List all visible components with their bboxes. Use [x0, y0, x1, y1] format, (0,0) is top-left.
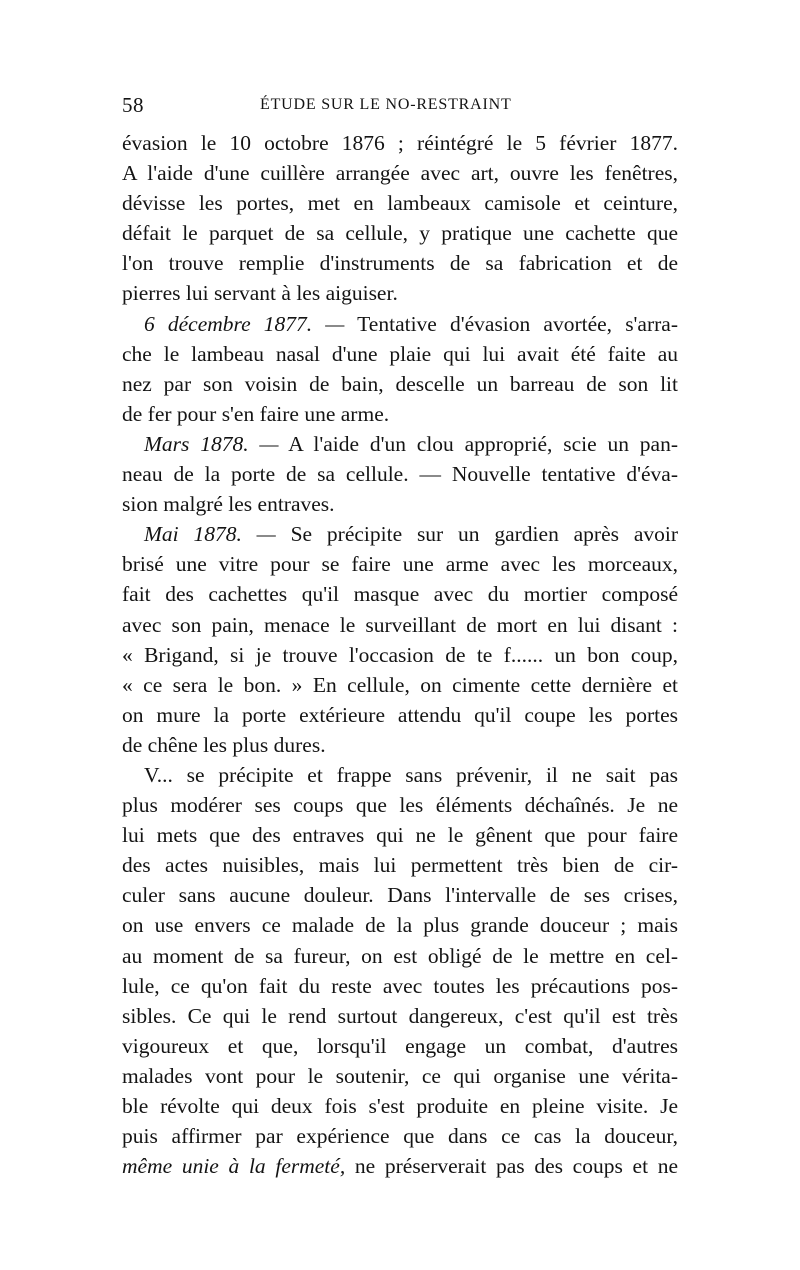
- paragraph-mars-1878: [122, 429, 678, 459]
- text-line: A l'aide d'une cuillère arrangée avec art, ouvre les fenêtres,: [122, 161, 678, 186]
- text-line: malades vont pour le soutenir, ce qui organise une vérita-: [122, 1063, 678, 1088]
- text-line: on mure la porte extérieure attendu qu'il coupe les portes: [122, 702, 678, 727]
- text-line: dévisse les portes, met en lambeaux camisole et ceinture,: [122, 191, 678, 216]
- text-fragment: Se précipite sur un gardien après avoir: [290, 522, 679, 547]
- text-line: neau de la porte de sa cellule. — Nouvelle tentative d'éva-: [122, 462, 678, 487]
- text-line: sibles. Ce qui le rend surtout dangereux, c'est qu'il est très: [122, 1003, 678, 1028]
- text-line: des actes nuisibles, mais lui permettent très bien de cir-: [122, 853, 678, 878]
- text-line: lui mets que des entraves qui ne le gênent que pour faire: [122, 823, 678, 848]
- body-text: [122, 128, 678, 1181]
- text-line: l'on trouve remplie d'instruments de sa fabrication et de: [122, 251, 678, 276]
- page-header: [122, 93, 678, 119]
- text-fragment: Tentative d'évasion avortée, s'arra-: [357, 311, 678, 336]
- date-mars-1878: Mars 1878. —: [144, 431, 279, 456]
- page-number: 58: [122, 93, 144, 117]
- text-line: on use envers ce malade de la plus grande douceur ; mais: [122, 913, 678, 938]
- text-line: fait des cachettes qu'il masque avec du mortier composé: [122, 582, 678, 607]
- text-line: che le lambeau nasal d'une plaie qui lui avait été faite au: [122, 341, 678, 366]
- text-line: de fer pour s'en faire une arme.: [122, 401, 390, 426]
- text-line: vigoureux et que, lorsqu'il engage un combat, d'autres: [122, 1033, 678, 1058]
- text-line: lule, ce qu'on fait du reste avec toutes les précautions pos-: [122, 973, 678, 998]
- text-line: pierres lui servant à les aiguiser.: [122, 281, 398, 306]
- text-line: au moment de sa fureur, on est obligé de le mettre en cel-: [122, 943, 678, 968]
- running-head: ÉTUDE SUR LE NO-RESTRAINT: [260, 96, 512, 113]
- date-mai-1878: Mai 1878. —: [144, 522, 276, 547]
- text-line: nez par son voisin de bain, descelle un barreau de son lit: [122, 371, 678, 396]
- text-line: avec son pain, menace le surveillant de mort en lui disant :: [122, 612, 678, 637]
- paragraph-dec-1877: [122, 309, 678, 339]
- text-fragment: ne préserverait pas des coups et ne: [354, 1154, 679, 1179]
- text-line: évasion le 10 octobre 1876 ; réintégré le 5 février 1877.: [122, 131, 678, 155]
- text-line: V... se précipite et frappe sans prévenir, il ne sait pas: [144, 762, 678, 787]
- text-line: « ce sera le bon. » En cellule, on cimente cette dernière et: [122, 672, 678, 697]
- text-line: brisé une vitre pour se faire une arme avec les morceaux,: [122, 552, 678, 577]
- text-line: ble révolte qui deux fois s'est produite en pleine visite. Je: [122, 1094, 678, 1118]
- text-line: sion malgré les entraves.: [122, 492, 335, 517]
- text-line: puis affirmer par expérience que dans ce cas la douceur,: [122, 1124, 678, 1149]
- emphasis-fermete: même unie à la fermeté,: [122, 1154, 346, 1179]
- text-line: culer sans aucune douleur. Dans l'intervalle de ses crises,: [122, 883, 678, 908]
- paragraph-mai-1878: [122, 519, 678, 549]
- final-line: [122, 1151, 678, 1181]
- text-line: « Brigand, si je trouve l'occasion de te f...... un bon coup,: [122, 642, 678, 667]
- text-line: plus modérer ses coups que les éléments déchaînés. Je ne: [122, 793, 678, 818]
- text-line: de chêne les plus dures.: [122, 732, 326, 757]
- text-fragment: A l'aide d'un clou approprié, scie un pan-: [288, 431, 678, 456]
- date-dec-1877: 6 décembre 1877. —: [144, 311, 345, 336]
- text-line: défait le parquet de sa cellule, y pratique une cachette que: [122, 221, 678, 246]
